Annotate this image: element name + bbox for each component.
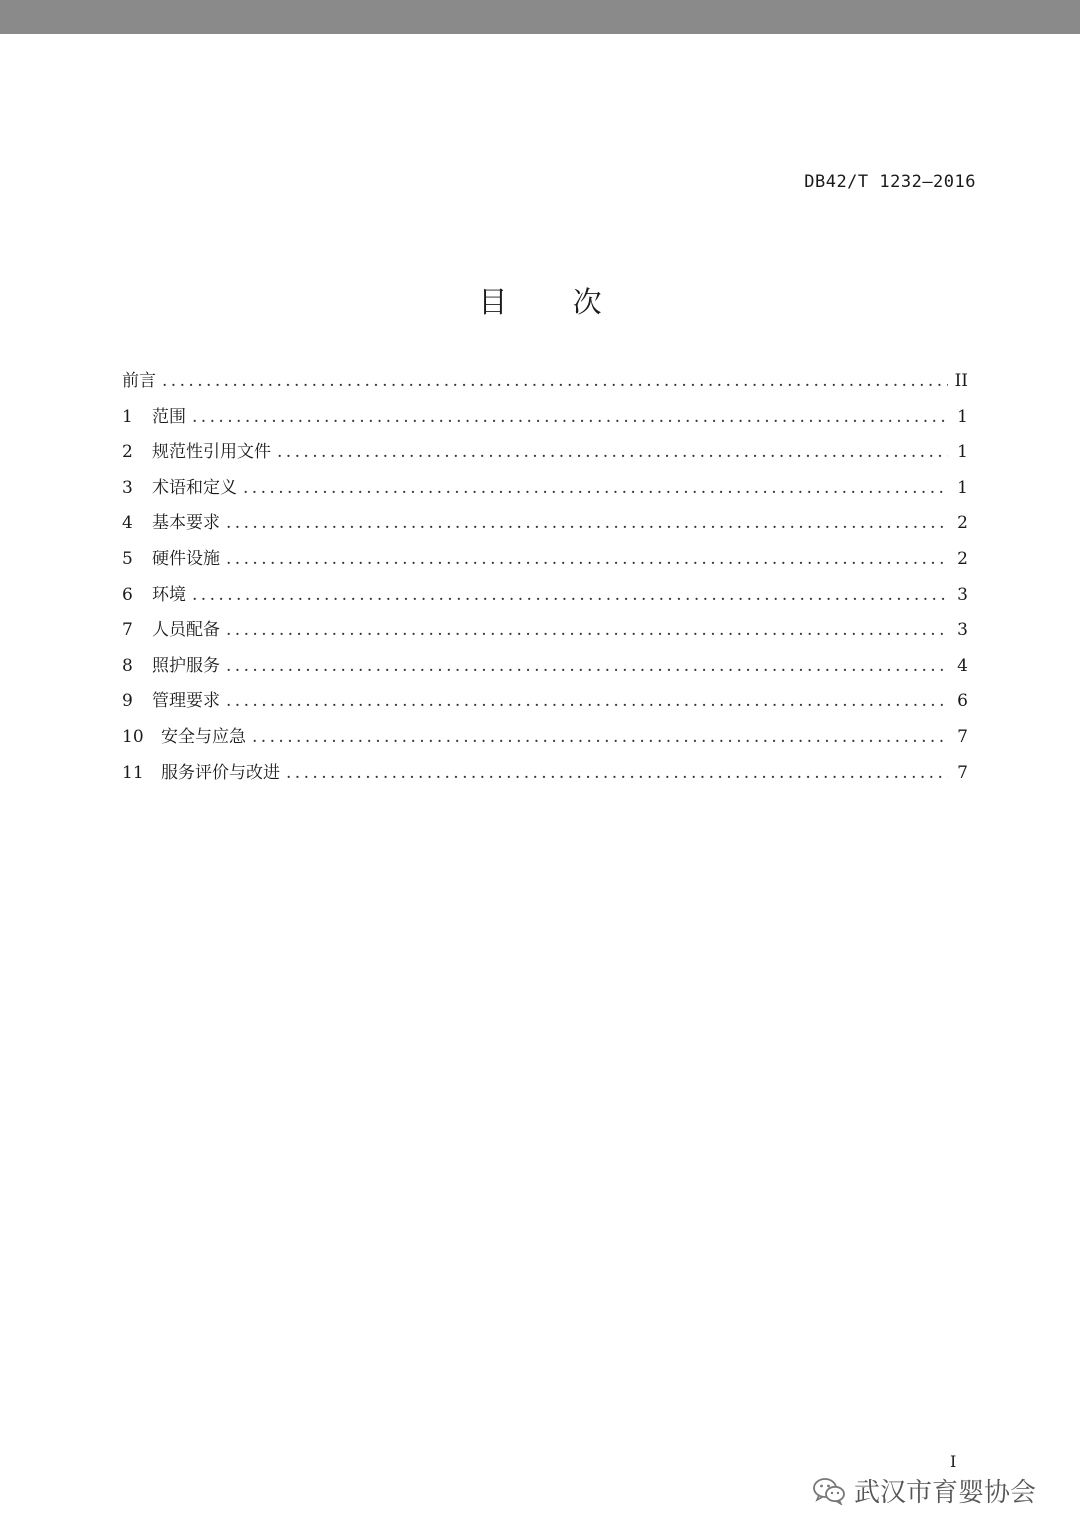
page-title: 目 次: [478, 285, 630, 319]
toc-entry-7[interactable]: [122, 615, 968, 651]
toc-entry-page: 7: [957, 762, 968, 783]
toc-entry-11[interactable]: [122, 758, 968, 794]
toc-leader-dots: [192, 585, 948, 605]
toc-entry-number: 2: [122, 442, 133, 463]
page-number: I: [950, 1452, 957, 1471]
toc-entry-label: 术语和定义: [152, 477, 237, 498]
toc-leader-dots: [162, 371, 948, 391]
toc-entry-label: 人员配备: [152, 620, 220, 641]
toc-entry-number: 4: [122, 513, 133, 534]
watermark-text: 武汉市育婴协会: [854, 1478, 1037, 1508]
toc-leader-dots: [226, 656, 948, 676]
toc-entry-page: 3: [957, 584, 968, 605]
toc-entry-number: 1: [122, 406, 133, 427]
toc-leader-dots: [277, 442, 948, 462]
toc-entry-page: 1: [957, 406, 968, 427]
toc-entry-number: 7: [122, 620, 133, 641]
toc-entry-number: 10: [122, 726, 144, 747]
toc-entry-number: 11: [122, 762, 144, 783]
top-bar: [0, 0, 1080, 34]
toc-entry-label: 安全与应急: [161, 726, 246, 747]
standard-number: DB42/T 1232—2016: [804, 172, 976, 192]
toc-entry-9[interactable]: [122, 686, 968, 722]
toc-leader-dots: [192, 407, 948, 427]
toc-entry-label: 基本要求: [152, 513, 220, 534]
toc-leader-dots: [226, 691, 948, 711]
table-of-contents: [122, 366, 968, 793]
toc-entry-2[interactable]: [122, 437, 968, 473]
toc-leader-dots: [243, 478, 948, 498]
watermark: [812, 1472, 1036, 1509]
toc-entry-page: 6: [957, 691, 968, 712]
toc-entry-number: 8: [122, 655, 133, 676]
toc-entry-8[interactable]: [122, 651, 968, 687]
toc-entry-label: 服务评价与改进: [161, 762, 280, 783]
toc-entry-label: 范围: [152, 406, 186, 427]
toc-leader-dots: [286, 763, 948, 783]
toc-entry-label: 前言: [122, 371, 156, 391]
toc-leader-dots: [226, 549, 948, 569]
toc-entry-10[interactable]: [122, 722, 968, 758]
toc-entry-number: 5: [122, 548, 133, 569]
toc-entry-page: 1: [957, 477, 968, 498]
toc-entry-label: 环境: [152, 584, 186, 605]
toc-entry-4[interactable]: [122, 508, 968, 544]
toc-entry-3[interactable]: [122, 473, 968, 509]
toc-leader-dots: [226, 620, 948, 640]
toc-entry-label: 规范性引用文件: [152, 442, 271, 463]
toc-entry-label: 硬件设施: [152, 548, 220, 569]
toc-entry-page: II: [954, 371, 968, 391]
toc-entry-page: 7: [957, 726, 968, 747]
toc-entry-number: 3: [122, 477, 133, 498]
toc-entry-1[interactable]: [122, 402, 968, 438]
toc-entry-number: 6: [122, 584, 133, 605]
toc-entry-page: 3: [957, 620, 968, 641]
toc-entry-label: 管理要求: [152, 691, 220, 712]
toc-entry-page: 2: [957, 548, 968, 569]
toc-entry-5[interactable]: [122, 544, 968, 580]
toc-entry-number: 9: [122, 691, 133, 712]
toc-entry-page: 2: [957, 513, 968, 534]
toc-entry-6[interactable]: [122, 580, 968, 616]
toc-entry-page: 1: [957, 442, 968, 463]
toc-entry-label: 照护服务: [152, 655, 220, 676]
toc-leader-dots: [226, 513, 948, 533]
wechat-icon: [812, 1477, 846, 1505]
toc-entry-page: 4: [957, 655, 968, 676]
toc-leader-dots: [252, 727, 948, 747]
toc-entry-preface[interactable]: [122, 366, 968, 402]
